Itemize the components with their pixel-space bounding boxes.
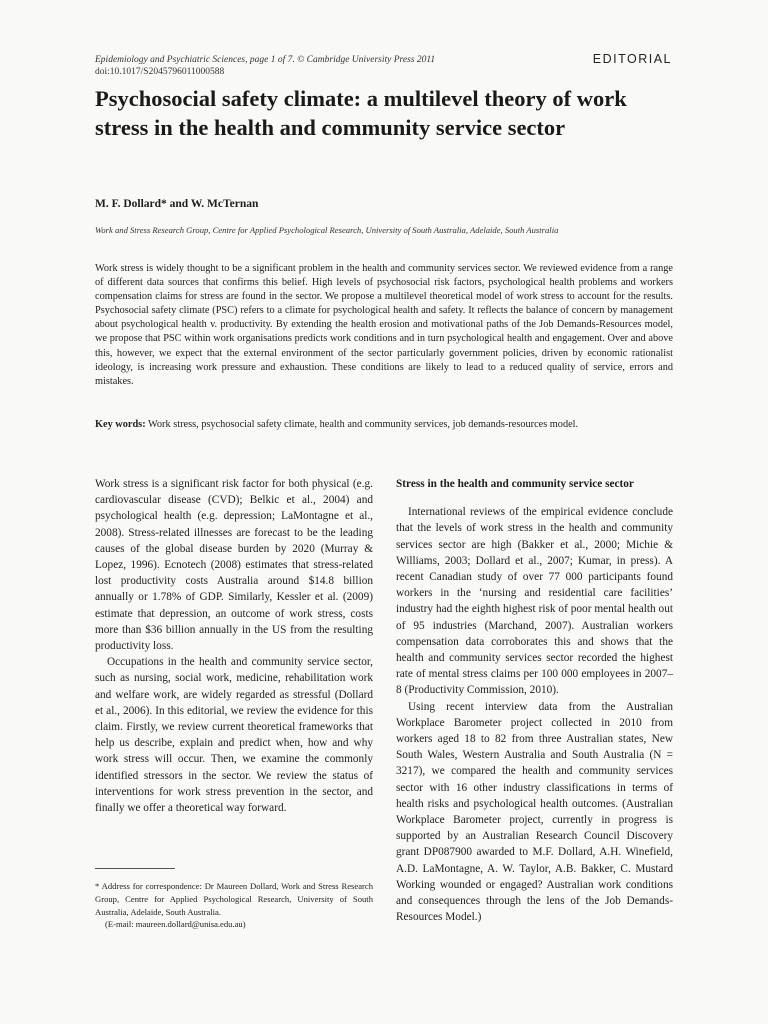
correspondence-footnote (95, 880, 373, 931)
footnote-email: (E-mail: maureen.dollard@unisa.edu.au) (105, 919, 246, 930)
paragraph: Using recent interview data from the Australian Workplace Barometer project collected in 2010 from workers aged 18 to 82 from three Australian states, New South Wales, Western Australia and South Australia (N = 3217), we compared the health and community services sector with 16 other industry classifications in terms of health risks and psychological health outcomes. (Australian Workplace Barometer project, currently in progress is supported by an Australian Research Council Discovery grant DP087900 awarded to M.F. Dollard, A.H. Winefield, A.D. LaMontagne, A. W. Taylor, A.B. Bakker, C. Mustard Working wounded or engaged? Australian work conditions and consequences through the lens of the Job Demands-Resources Model.) (396, 700, 673, 924)
keywords-text: Work stress, psychosocial safety climate, health and community services, job demands-resources model. (148, 419, 579, 430)
paragraph: Occupations in the health and community service sector, such as nursing, social work, medicine, rehabilitation work and welfare work, are widely regarded as stressful (Dollard et al., 2006). In this editorial, we review the evidence for this claim. Firstly, we review current theoretical frameworks that help us describe, explain and predict when, how and why work stress will occur. Then, we examine the commonly identified stressors in the sector. We review the status of interventions for work stress prevention in the sector, and finally we offer a theoretical way forward. (95, 656, 373, 815)
body-right-column (396, 476, 673, 925)
paragraph: International reviews of the empirical evidence conclude that the levels of work stress in the health and community services sector are high (Bakker et al., 2000; Michie & Williams, 2003; Dollard et al., 2007; Kumar, in press). A recent Canadian study of over 77 000 participants found workers in the ‘nursing and residential care facilities’ industry had the eighth highest risk of poor mental health out of 95 industries (Marchand, 2007). Australian workers compensation data corroborates this and shows that the health and community services sector recorded the highest rate of mental stress claims per 100 000 employees in 2007–8 (Productivity Commission, 2010). (396, 506, 673, 697)
section-heading: Stress in the health and community service sector (396, 478, 634, 490)
doi: doi:10.1017/S2045796011000588 (95, 67, 225, 77)
journal-citation: Epidemiology and Psychiatric Sciences, page 1 of 7. © Cambridge University Press 2011 (95, 55, 436, 65)
footnote-divider (95, 868, 175, 869)
affiliation: Work and Stress Research Group, Centre for Applied Psychological Research, University of South Australia, Adelaide, South Australia (95, 225, 559, 235)
section-tag: EDITORIAL (592, 52, 672, 66)
abstract: Work stress is widely thought to be a significant problem in the health and community services sector. We reviewed evidence from a range of different data sources that confirms this belief. High levels of psychosocial risk factors, psychological health problems and workers compensation claims for stress are found in the sector. We propose a multilevel theoretical model of work stress to account for the results. Psychosocial safety climate (PSC) refers to a climate for psychological health and safety. It reflects the balance of concern by management about psychological health v. productivity. By extending the health erosion and motivational paths of the Job Demands-Resources model, we propose that PSC within work organisations predicts work conditions and in turn psychological health and engagement. Over and above this, however, we expect that the external environment of the sector particularly government policies, driven by economic rationalist ideology, is increasing work pressure and exhaustion. These conditions are likely to lead to a reduced quality of service, errors and mistakes. (95, 263, 673, 387)
footnote-address: * Address for correspondence: Dr Maureen Dollard, Work and Stress Research Group, Centre for Applied Psychological Research, University of South Australia, Adelaide, South Australia. (95, 881, 373, 917)
authors: M. F. Dollard* and W. McTernan (95, 198, 259, 210)
paragraph: Work stress is a significant risk factor for both physical (e.g. cardiovascular disease (CVD); Belkic et al., 2004) and psychological health (e.g. depression; LaMontagne et al., 2008). Stress-related illnesses are forecast to be the leading causes of the global disease burden by 2020 (Murray & Lopez, 1996). Ecnotech (2008) estimates that stress-related lost productivity costs Australia around $14.8 billion annually or 1.78% of GDP. Similarly, Kessler et al. (2009) estimate that depression, an outcome of work stress, costs more than $36 billion annually in the US from the resulting productivity loss. (95, 478, 373, 653)
keywords (95, 418, 673, 432)
body-left-column (95, 476, 373, 816)
article-title: Psychosocial safety climate: a multilevel theory of work stress in the health and community service sector (95, 86, 627, 140)
keywords-label: Key words: (95, 419, 146, 430)
